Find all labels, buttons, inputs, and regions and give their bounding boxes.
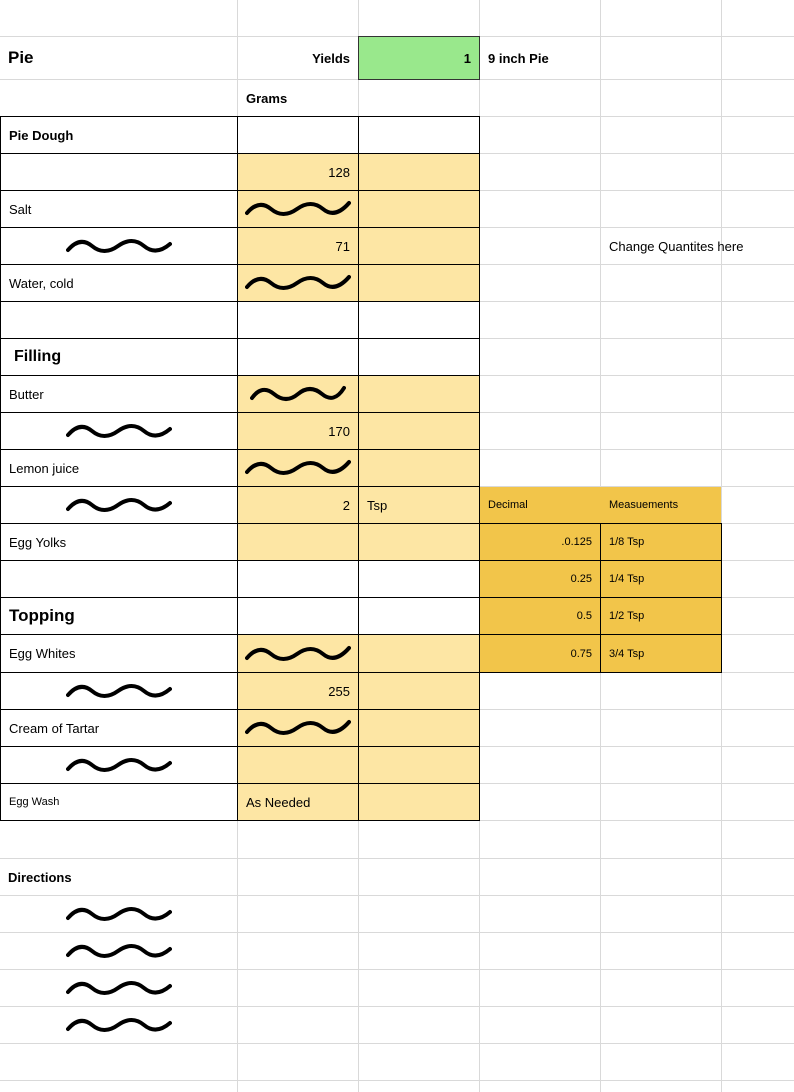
cell-empty[interactable] xyxy=(237,597,359,635)
unit-cell[interactable] xyxy=(358,746,480,784)
unit-cell[interactable] xyxy=(358,709,480,747)
conversion-measure[interactable]: 3/4 Tsp xyxy=(600,634,722,673)
gridline xyxy=(0,1043,794,1044)
cell-empty[interactable] xyxy=(237,301,359,339)
unit-cell[interactable] xyxy=(358,783,480,821)
redacted-squiggle[interactable] xyxy=(0,746,238,784)
conversion-decimal[interactable]: .0.125 xyxy=(479,523,601,561)
unit-cell[interactable] xyxy=(358,227,480,265)
conversion-measure[interactable]: 1/2 Tsp xyxy=(600,597,722,635)
section-directions[interactable]: Directions xyxy=(8,869,72,885)
cell-empty[interactable] xyxy=(0,301,238,339)
redacted-squiggle[interactable] xyxy=(0,933,237,969)
cell-empty[interactable] xyxy=(237,560,359,598)
unit-cell[interactable] xyxy=(358,190,480,228)
redacted-squiggle[interactable] xyxy=(0,486,238,524)
unit-cell[interactable] xyxy=(358,523,480,561)
unit-cell[interactable] xyxy=(358,449,480,487)
redacted-squiggle[interactable] xyxy=(0,1007,237,1043)
ingredient-water[interactable]: Water, cold xyxy=(0,264,238,302)
yields-label[interactable]: Yields xyxy=(312,50,350,66)
section-filling[interactable]: Filling xyxy=(0,338,238,376)
cell-empty[interactable] xyxy=(358,116,480,154)
conversion-decimal[interactable]: 0.75 xyxy=(479,634,601,673)
ingredient-egg-yolks[interactable]: Egg Yolks xyxy=(0,523,238,561)
unit-cell[interactable] xyxy=(358,412,480,450)
gridline xyxy=(0,1080,794,1081)
change-quantities-note[interactable]: Change Quantites here xyxy=(609,238,744,254)
unit-cell[interactable] xyxy=(358,264,480,302)
grams-cell[interactable] xyxy=(237,746,359,784)
redacted-squiggle[interactable] xyxy=(237,264,359,302)
grams-cell[interactable]: 170 xyxy=(237,412,359,450)
redacted-squiggle[interactable] xyxy=(0,412,238,450)
ingredient-salt[interactable]: Salt xyxy=(0,190,238,228)
ingredient-egg-whites[interactable]: Egg Whites xyxy=(0,634,238,673)
grams-cell[interactable]: As Needed xyxy=(237,783,359,821)
redacted-squiggle[interactable] xyxy=(237,190,359,228)
unit-cell[interactable] xyxy=(358,634,480,673)
section-topping[interactable]: Topping xyxy=(0,597,238,635)
unit-cell[interactable] xyxy=(358,375,480,413)
conversion-header-measurements[interactable]: Measuements xyxy=(601,487,721,523)
ingredient-egg-wash[interactable]: Egg Wash xyxy=(0,783,238,821)
conversion-decimal[interactable]: 0.25 xyxy=(479,560,601,598)
redacted-squiggle[interactable] xyxy=(0,896,237,932)
grams-cell[interactable]: 71 xyxy=(237,227,359,265)
grams-header[interactable]: Grams xyxy=(246,90,288,106)
grams-cell[interactable]: 2 xyxy=(237,486,359,524)
cell-empty[interactable] xyxy=(358,560,480,598)
ingredient-cream-of-tartar[interactable]: Cream of Tartar xyxy=(0,709,238,747)
redacted-squiggle[interactable] xyxy=(237,449,359,487)
redacted-squiggle[interactable] xyxy=(237,375,359,413)
cell-empty[interactable] xyxy=(358,301,480,339)
section-pie-dough[interactable]: Pie Dough xyxy=(0,116,238,154)
redacted-squiggle[interactable] xyxy=(237,709,359,747)
redacted-squiggle[interactable] xyxy=(0,970,237,1006)
yields-unit[interactable]: 9 inch Pie xyxy=(488,50,549,66)
ingredient-cell[interactable] xyxy=(0,153,238,191)
ingredient-lemon-juice[interactable]: Lemon juice xyxy=(0,449,238,487)
cell-empty[interactable] xyxy=(0,560,238,598)
yields-input[interactable]: 1 xyxy=(358,36,480,80)
grams-cell[interactable]: 255 xyxy=(237,672,359,710)
grams-cell[interactable] xyxy=(237,523,359,561)
cell-empty[interactable] xyxy=(358,597,480,635)
grams-cell[interactable]: 128 xyxy=(237,153,359,191)
cell-empty[interactable] xyxy=(237,338,359,376)
unit-cell[interactable] xyxy=(358,153,480,191)
conversion-measure[interactable]: 1/8 Tsp xyxy=(600,523,722,561)
conversion-measure[interactable]: 1/4 Tsp xyxy=(600,560,722,598)
redacted-squiggle[interactable] xyxy=(0,672,238,710)
cell-empty[interactable] xyxy=(358,338,480,376)
recipe-title[interactable]: Pie xyxy=(8,48,34,67)
conversion-header-decimal[interactable]: Decimal xyxy=(480,487,601,523)
unit-cell[interactable] xyxy=(358,672,480,710)
unit-cell[interactable]: Tsp xyxy=(358,486,480,524)
conversion-decimal[interactable]: 0.5 xyxy=(479,597,601,635)
redacted-squiggle[interactable] xyxy=(237,634,359,673)
cell-empty[interactable] xyxy=(237,116,359,154)
redacted-squiggle[interactable] xyxy=(0,227,238,265)
ingredient-butter[interactable]: Butter xyxy=(0,375,238,413)
